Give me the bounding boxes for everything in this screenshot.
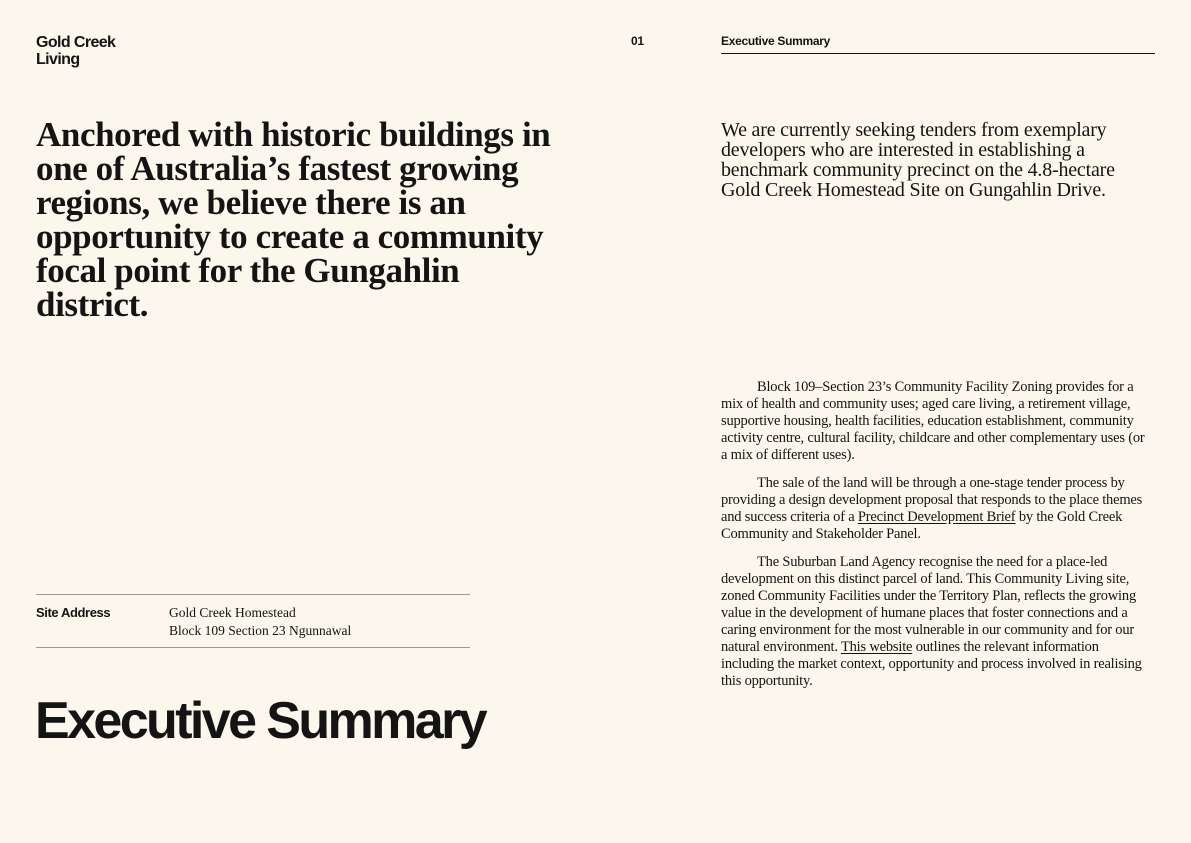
site-address-label: Site Address — [36, 605, 111, 620]
paragraph-text: by the Gold Creek Community and Stakeholder Panel. — [721, 509, 1123, 542]
paragraph-text: The sale of the land will be through a one-stage tender process by providing a design development proposal that responds to the place themes and success criteria of a — [721, 475, 1143, 525]
site-address-line-1: Gold Creek Homestead — [169, 605, 296, 620]
body-text — [721, 379, 1153, 701]
body-paragraph — [721, 379, 1153, 464]
body-paragraph — [721, 554, 1153, 690]
precinct-development-brief-link[interactable]: Precinct Development Brief — [857, 509, 1016, 525]
paragraph-text: outlines the relevant information including the market context, opportunity and process involved in realising this opportunity. — [721, 639, 1142, 689]
section-label: Executive Summary — [721, 34, 1155, 54]
this-website-link[interactable]: This website — [840, 639, 913, 655]
body-paragraph — [721, 475, 1153, 543]
site-address-line-2: Block 109 Section 23 Ngunnawal — [169, 623, 352, 638]
logo-line-1: Gold Creek — [36, 34, 116, 51]
page-title: Executive Summary — [35, 692, 486, 750]
intro-paragraph: We are currently seeking tenders from exemplary developers who are interested in establishing a benchmark community precinct on the 4.8-hectare Gold Creek Homestead Site on Gungahlin Drive. — [721, 119, 1115, 201]
logo-line-2: Living — [36, 51, 80, 68]
page-number: 01 — [631, 34, 644, 48]
brand-logo[interactable] — [36, 34, 156, 68]
paragraph-text: The Suburban Land Agency recognise the need for a place-led development on this distinct parcel of land. This Community Living site, zoned Community Facilities under the Territory Plan, reflects the growing value in the development of humane places that foster connections and a caring environment for the most vulnerable in our community and for our natural environment. — [721, 554, 1136, 655]
paragraph-text: Block 109–Section 23’s Community Facility Zoning provides for a mix of health and community uses; aged care living, a retirement village, supportive housing, health facilities, education establishment, community activity centre, cultural facility, childcare and other complementary uses (or a mix of different uses). — [721, 379, 1145, 463]
headline: Anchored with historic buildings in one of Australia’s fastest growing regions, we believe there is an opportunity to create a community focal point for the Gungahlin district. — [36, 115, 551, 324]
site-address-value — [169, 604, 351, 640]
site-address-block — [36, 594, 470, 648]
